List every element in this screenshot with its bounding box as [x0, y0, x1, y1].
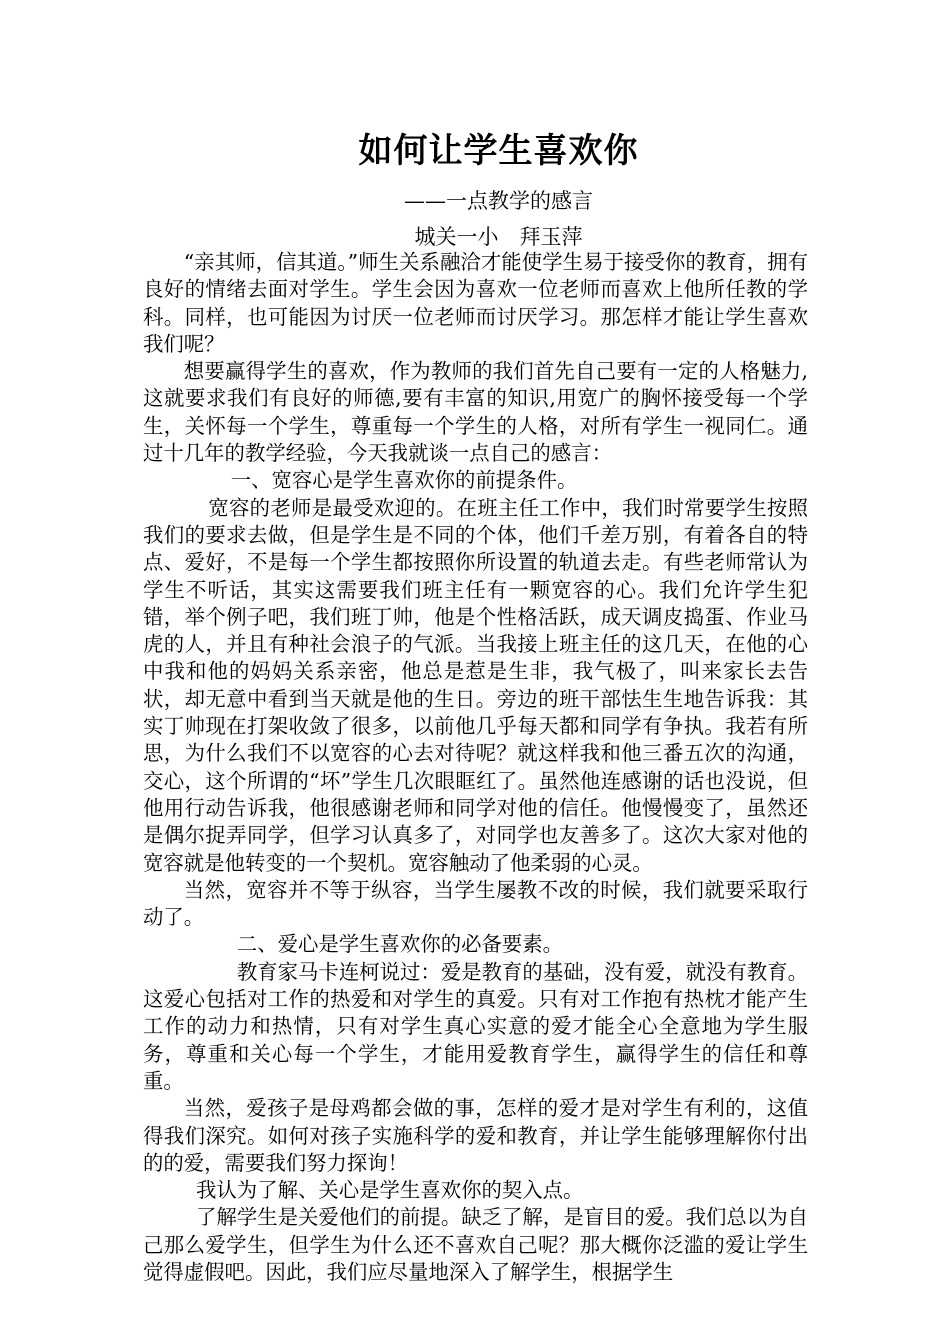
document-subtitle: ——一点教学的感言 — [404, 189, 593, 213]
paragraph-understanding-lead: 我认为了解、关心是学生喜欢你的契入点。 — [196, 1178, 584, 1203]
paragraph-tolerance-story: 宽容的老师是最受欢迎的。在班主任工作中，我们时常要学生按照我们的要求去做，但是学生是不同的个体，他们千差万别，有着各自的特点、爱好，不是每一个学生都按照你所设置的轨道去走。有些老师常认为学生不听话，其实这需要我们班主任有一颗宽容的心。我们允许学生犯错，举个例子吧，我们班丁帅，他是个性格活跃，成天调皮捣蛋、作业马虎的人，并且有种社会浪子的气派。当我接上班主任的这几天，在他的心中我和他的妈妈关系亲密，他总是惹是生非，我气极了，叫来家长去告状，却无意中看到当天就是他的生日。旁边的班干部怯生生地告诉我：其实丁帅现在打架收敛了很多，以前他几乎每天都和同学有争执。我若有所思，为什么我们不以宽容的心去对待呢？就这样我和他三番五次的沟通，交心，这个所谓的“坏”学生几次眼眶红了。虽然他连感谢的话也没说，但他用行动告诉我，他很感谢老师和同学对他的信任。他慢慢变了，虽然还是偶尔捉弄同学，但学习认真多了，对同学也友善多了。这次大家对他的宽容就是他转变的一个契机。宽容触动了他柔弱的心灵。 — [143, 495, 808, 875]
paragraph-love-caveat: 当然，爱孩子是母鸡都会做的事，怎样的爱才是对学生有利的，这值得我们深究。如何对孩子实施科学的爱和教育，并让学生能够理解你付出的的爱，需要我们努力探询！ — [143, 1096, 808, 1175]
paragraph-tolerance-caveat: 当然，宽容并不等于纵容，当学生屡教不改的时候，我们就要采取行动了。 — [143, 877, 808, 930]
paragraph-intro: “亲其师，信其道。”师生关系融洽才能使学生易于接受你的教育，拥有良好的情绪去面对学生。学生会因为喜欢一位老师而喜欢上他所任教的学科。同样，也可能因为讨厌一位老师而讨厌学习。那怎样才能让学生喜欢我们呢？ — [143, 250, 808, 356]
paragraph-understanding: 了解学生是关爱他们的前提。缺乏了解，是盲目的爱。我们总以为自己那么爱学生，但学生为什么还不喜欢自己呢？那大概你泛滥的爱让学生觉得虚假吧。因此，我们应尽量地深入了解学生，根据学生 — [143, 1205, 808, 1284]
paragraph-approach: 想要赢得学生的喜欢，作为教师的我们首先自己要有一定的人格魅力,这就要求我们有良好的师德,要有丰富的知识,用宽广的胸怀接受每一个学生，关怀每一个学生，尊重每一个学生的人格，对所有学生一视同仁。通过十几年的教学经验，今天我就谈一点自己的感言： — [143, 359, 808, 466]
section-heading-love: 二、爱心是学生喜欢你的必备要素。 — [236, 932, 564, 957]
section-heading-tolerance: 一、宽容心是学生喜欢你的前提条件。 — [230, 468, 578, 493]
document-body — [143, 249, 808, 1286]
document-title: 如何让学生喜欢你 — [358, 131, 639, 171]
paragraph-love-quote: 教育家马卡连柯说过：爱是教育的基础，没有爱，就没有教育。这爱心包括对工作的热爱和对学生的真爱。只有对工作抱有热枕才能产生工作的动力和热情，只有对学生真心实意的爱才能全心全意地为学生服务，尊重和关心每一个学生，才能用爱教育学生，赢得学生的信任和尊重。 — [143, 959, 808, 1093]
document-author: 城关一小 拜玉萍 — [414, 225, 583, 249]
